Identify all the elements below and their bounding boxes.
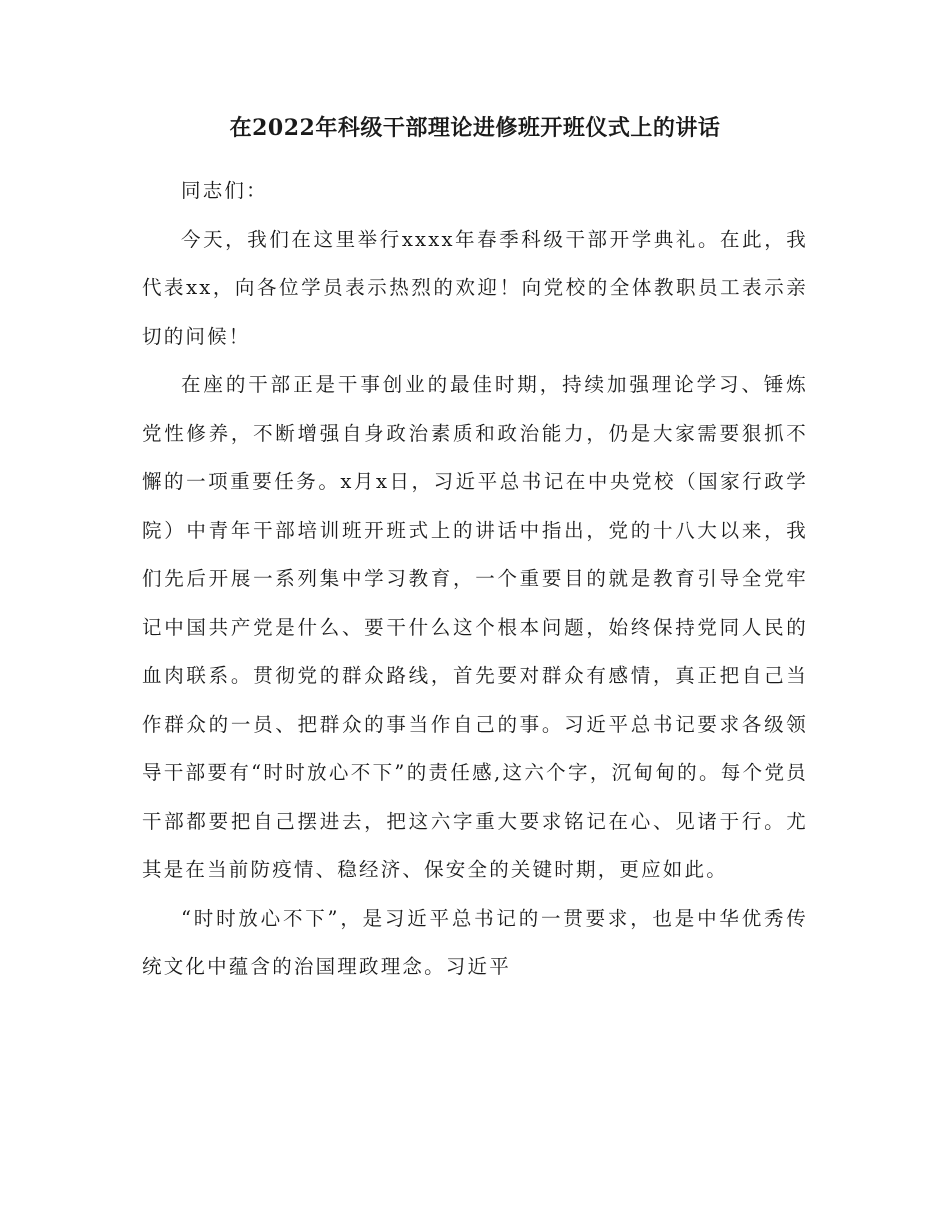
paragraph-1: 今天，我们在这里举行xxxx年春季科级干部开学典礼。在此，我代表xx，向各位学员表示热烈的欢迎！向党校的全体教职员工表示亲切的问候！ (142, 227, 808, 348)
paragraph-2: 在座的干部正是干事创业的最佳时期，持续加强理论学习、锤炼党性修养，不断增强自身政治素质和政治能力，仍是大家需要狠抓不懈的一项重要任务。x月x日，习近平总书记在中央党校（国家行政学院）中青年干部培训班开班式上的讲话中指出，党的十八大以来，我们先后开展一系列集中学习教育，一个重要目的就是教育引导全党牢记中国共产党是什么、要干什么这个根本问题，始终保持党同人民的血肉联系。贯彻党的群众路线，首先要对群众有感情，真正把自己当作群众的一员、把群众的事当作自己的事。习近平总书记要求各级领导干部要有“时时放心不下”的责任感,这六个字，沉甸甸的。每个党员干部都要把自己摆进去，把这六字重大要求铭记在心、见诸于行。尤其是在当前防疫情、稳经济、保安全的关键时期，更应如此。 (142, 373, 808, 881)
paragraph-3: “时时放心不下”，是习近平总书记的一贯要求，也是中华优秀传统文化中蕴含的治国理政理念。习近平 (142, 906, 808, 978)
document-body (142, 167, 808, 992)
document-title: 在2022年科级干部理论进修班开班仪式上的讲话 (229, 115, 721, 141)
salutation: 同志们： (181, 179, 268, 202)
